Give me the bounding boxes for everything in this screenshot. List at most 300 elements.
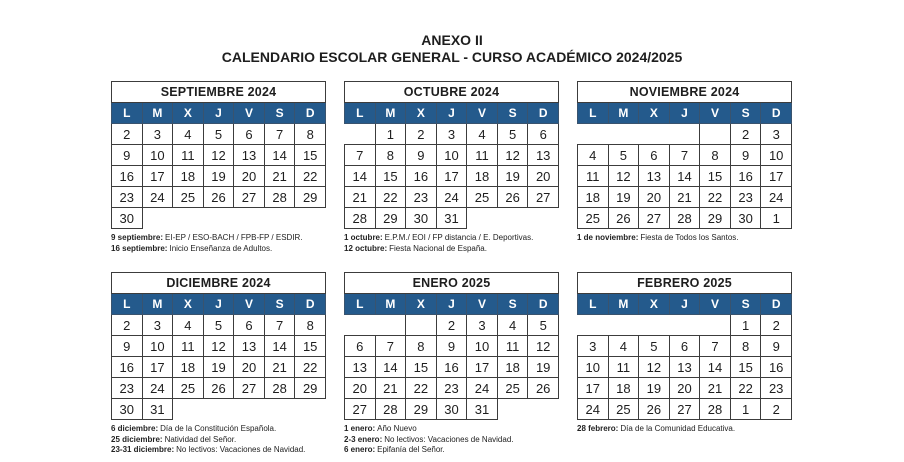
day-cell-empty (608, 124, 639, 145)
day-cell: 30 (112, 208, 143, 229)
day-cell: 2 (761, 399, 792, 420)
day-cell: 4 (173, 315, 204, 336)
day-cell: 1 (406, 315, 437, 336)
day-cell: 1 (730, 399, 761, 420)
day-cell-empty (173, 208, 204, 229)
day-cell: 25 (173, 378, 204, 399)
day-cell: 7 (264, 315, 295, 336)
day-cell: 26 (203, 187, 234, 208)
day-cell: 19 (497, 166, 528, 187)
day-cell: 14 (264, 145, 295, 166)
day-cell: 13 (234, 145, 265, 166)
day-cell: 13 (639, 166, 670, 187)
day-cell: 13 (234, 336, 265, 357)
day-cell: 2 (406, 124, 437, 145)
day-cell: 18 (173, 166, 204, 187)
note-line (111, 244, 326, 254)
note-label: 6 enero: (344, 444, 376, 454)
day-cell: 30 (730, 208, 761, 229)
day-cell-empty (345, 315, 376, 336)
months-grid (111, 81, 793, 455)
day-cell: 2 (730, 124, 761, 145)
day-cell: 14 (345, 166, 376, 187)
day-cell: 18 (608, 378, 639, 399)
day-cell-empty (497, 208, 528, 229)
day-cell-empty (264, 399, 295, 420)
weekday-header-cell: J (436, 103, 467, 124)
month-title: SEPTIEMBRE 2024 (112, 82, 326, 103)
day-cell: 16 (436, 357, 467, 378)
month-block (577, 272, 792, 455)
note-text: Natividad del Señor. (164, 434, 237, 444)
weekday-header-cell: L (112, 103, 143, 124)
day-cell: 24 (142, 378, 173, 399)
day-cell-empty (639, 124, 670, 145)
day-cell: 2 (112, 315, 143, 336)
day-cell: 18 (467, 166, 498, 187)
day-cell: 6 (345, 336, 376, 357)
day-cell: 21 (700, 378, 731, 399)
day-cell: 14 (264, 336, 295, 357)
month-notes (111, 233, 326, 263)
day-cell: 2 (112, 124, 143, 145)
day-cell: 10 (467, 336, 498, 357)
day-cell: 1 (700, 124, 731, 145)
day-cell: 10 (142, 336, 173, 357)
month-title: DICIEMBRE 2024 (112, 273, 326, 294)
month-block (111, 81, 326, 263)
note-text: Epifanía del Señor. (377, 444, 445, 454)
month-table (577, 272, 792, 420)
day-cell: 6 (234, 124, 265, 145)
note-line (344, 435, 559, 445)
month-notes (577, 424, 792, 454)
day-cell: 7 (669, 145, 700, 166)
note-label: 12 octubre: (344, 243, 388, 253)
note-text: No lectivos: Vacaciones de Navidad. (384, 434, 514, 444)
note-line (111, 435, 326, 445)
page-title-line1: ANEXO II (421, 32, 483, 48)
day-cell-empty (295, 208, 326, 229)
day-cell: 28 (264, 187, 295, 208)
note-text: Fiesta de Todos los Santos. (640, 233, 739, 243)
note-label: 9 septiembre: (111, 233, 164, 243)
day-cell: 18 (497, 357, 528, 378)
day-cell: 22 (406, 378, 437, 399)
month-table (111, 81, 326, 229)
note-line (344, 445, 559, 455)
day-cell: 22 (730, 378, 761, 399)
note-text: Inicio Enseñanza de Adultos. (169, 243, 273, 253)
note-label: 25 diciembre: (111, 434, 163, 444)
weekday-header-cell: S (497, 294, 528, 315)
weekday-header-cell: J (203, 103, 234, 124)
day-cell: 11 (497, 336, 528, 357)
month-table (111, 272, 326, 420)
note-line (344, 233, 559, 243)
month-block (577, 81, 792, 263)
day-cell: 9 (112, 336, 143, 357)
weekday-header-cell: S (264, 294, 295, 315)
day-cell: 7 (375, 336, 406, 357)
day-cell: 23 (436, 378, 467, 399)
weekday-header-cell: X (173, 103, 204, 124)
day-cell: 3 (761, 124, 792, 145)
day-cell-empty (669, 315, 700, 336)
day-cell: 19 (608, 187, 639, 208)
month-table (344, 81, 559, 229)
day-cell: 5 (203, 124, 234, 145)
weekday-header-cell: S (730, 294, 761, 315)
weekday-header-cell: D (295, 103, 326, 124)
weekday-header-cell: S (264, 103, 295, 124)
day-cell-empty (173, 399, 204, 420)
note-text: Año Nuevo (377, 424, 417, 434)
day-cell-empty (700, 315, 731, 336)
day-cell-empty (345, 124, 376, 145)
day-cell: 15 (406, 357, 437, 378)
note-line (111, 233, 326, 243)
day-cell: 17 (578, 378, 609, 399)
day-cell-empty (669, 124, 700, 145)
day-cell: 5 (639, 336, 670, 357)
note-label: 1 de noviembre: (577, 233, 639, 243)
day-cell-empty (639, 315, 670, 336)
day-cell: 18 (173, 357, 204, 378)
day-cell: 24 (467, 378, 498, 399)
day-cell: 27 (639, 208, 670, 229)
day-cell: 1 (761, 208, 792, 229)
day-cell: 15 (375, 166, 406, 187)
day-cell: 15 (730, 357, 761, 378)
day-cell: 29 (406, 399, 437, 420)
day-cell: 23 (406, 187, 437, 208)
weekday-header-cell: X (406, 294, 437, 315)
month-notes (344, 424, 559, 455)
day-cell: 26 (203, 378, 234, 399)
weekday-header-cell: D (295, 294, 326, 315)
note-text: Día de la Comunidad Educativa. (620, 424, 736, 434)
day-cell: 15 (700, 166, 731, 187)
weekday-header-cell: D (761, 294, 792, 315)
day-cell: 21 (264, 357, 295, 378)
day-cell-empty (142, 208, 173, 229)
day-cell: 31 (467, 399, 498, 420)
day-cell: 16 (406, 166, 437, 187)
day-cell: 13 (345, 357, 376, 378)
day-cell: 16 (112, 357, 143, 378)
day-cell: 28 (700, 399, 731, 420)
day-cell: 16 (761, 357, 792, 378)
note-text: Día de la Constitución Española. (160, 424, 277, 434)
weekday-header-cell: D (528, 294, 559, 315)
day-cell: 13 (669, 357, 700, 378)
day-cell: 7 (264, 124, 295, 145)
note-line (344, 244, 559, 254)
day-cell-empty (528, 208, 559, 229)
day-cell: 11 (608, 357, 639, 378)
weekday-header-cell: V (467, 103, 498, 124)
day-cell: 3 (467, 315, 498, 336)
day-cell: 25 (578, 208, 609, 229)
day-cell: 20 (234, 166, 265, 187)
day-cell: 12 (639, 357, 670, 378)
day-cell: 19 (203, 357, 234, 378)
day-cell: 23 (730, 187, 761, 208)
day-cell-empty (528, 399, 559, 420)
day-cell: 19 (203, 166, 234, 187)
day-cell: 12 (203, 145, 234, 166)
day-cell: 8 (730, 336, 761, 357)
day-cell: 4 (497, 315, 528, 336)
note-label: 1 enero: (344, 424, 376, 434)
day-cell: 16 (730, 166, 761, 187)
note-label: 1 octubre: (344, 233, 383, 243)
day-cell: 20 (669, 378, 700, 399)
day-cell-empty (467, 208, 498, 229)
note-text: No lectivos: Vacaciones de Navidad. (176, 444, 306, 454)
note-line (344, 424, 559, 434)
day-cell: 22 (375, 187, 406, 208)
note-line (577, 424, 792, 434)
day-cell: 17 (142, 166, 173, 187)
day-cell-empty (375, 315, 406, 336)
day-cell: 14 (375, 357, 406, 378)
day-cell: 4 (578, 145, 609, 166)
note-text: EI-EP / ESO-BACH / FPB-FP / ESDIR. (165, 233, 303, 243)
note-label: 6 diciembre: (111, 424, 159, 434)
day-cell: 20 (345, 378, 376, 399)
note-text: Fiesta Nacional de España. (389, 243, 487, 253)
day-cell: 24 (142, 187, 173, 208)
weekday-header-cell: V (700, 294, 731, 315)
weekday-header-cell: L (578, 103, 609, 124)
weekday-header-cell: L (112, 294, 143, 315)
day-cell: 12 (203, 336, 234, 357)
month-block (344, 81, 559, 263)
day-cell: 13 (528, 145, 559, 166)
day-cell: 11 (173, 145, 204, 166)
day-cell: 19 (639, 378, 670, 399)
note-line (577, 233, 792, 243)
month-table (577, 81, 792, 229)
weekday-header-cell: M (608, 294, 639, 315)
weekday-header-cell: D (528, 103, 559, 124)
day-cell: 27 (234, 378, 265, 399)
month-notes (111, 424, 326, 455)
day-cell: 8 (375, 145, 406, 166)
weekday-header-cell: X (173, 294, 204, 315)
month-block (344, 272, 559, 455)
day-cell: 3 (436, 124, 467, 145)
day-cell: 29 (295, 378, 326, 399)
day-cell: 9 (761, 336, 792, 357)
weekday-header-cell: M (375, 103, 406, 124)
day-cell: 22 (700, 187, 731, 208)
day-cell: 11 (578, 166, 609, 187)
day-cell: 25 (608, 399, 639, 420)
day-cell: 3 (142, 124, 173, 145)
day-cell-empty (234, 208, 265, 229)
day-cell-empty (203, 208, 234, 229)
day-cell: 12 (608, 166, 639, 187)
month-block (111, 272, 326, 455)
day-cell: 23 (112, 378, 143, 399)
weekday-header-cell: S (730, 103, 761, 124)
month-notes (577, 233, 792, 263)
weekday-header-cell: S (497, 103, 528, 124)
day-cell: 27 (669, 399, 700, 420)
weekday-header-cell: L (345, 294, 376, 315)
day-cell: 25 (467, 187, 498, 208)
day-cell-empty (234, 399, 265, 420)
day-cell: 29 (700, 208, 731, 229)
day-cell: 6 (669, 336, 700, 357)
weekday-header-cell: L (578, 294, 609, 315)
day-cell: 14 (700, 357, 731, 378)
day-cell: 20 (234, 357, 265, 378)
day-cell: 16 (112, 166, 143, 187)
day-cell: 30 (436, 399, 467, 420)
day-cell: 26 (528, 378, 559, 399)
day-cell: 9 (112, 145, 143, 166)
day-cell: 14 (669, 166, 700, 187)
weekday-header-cell: X (639, 294, 670, 315)
note-label: 28 febrero: (577, 424, 619, 434)
page-title-line2: CALENDARIO ESCOLAR GENERAL - CURSO ACADÉMICO 2024/2025 (221, 49, 683, 66)
note-line (111, 445, 326, 455)
day-cell: 6 (639, 145, 670, 166)
day-cell: 27 (345, 399, 376, 420)
day-cell: 25 (173, 187, 204, 208)
day-cell: 28 (669, 208, 700, 229)
day-cell: 3 (578, 336, 609, 357)
note-line (111, 424, 326, 434)
day-cell-empty (264, 208, 295, 229)
weekday-header-cell: J (203, 294, 234, 315)
weekday-header-cell: M (608, 103, 639, 124)
day-cell: 24 (436, 187, 467, 208)
day-cell: 7 (700, 336, 731, 357)
day-cell: 21 (669, 187, 700, 208)
day-cell: 1 (730, 315, 761, 336)
day-cell: 8 (295, 315, 326, 336)
day-cell: 20 (639, 187, 670, 208)
weekday-header-cell: M (142, 103, 173, 124)
day-cell: 3 (142, 315, 173, 336)
day-cell: 10 (578, 357, 609, 378)
weekday-header-cell: V (467, 294, 498, 315)
day-cell: 8 (295, 124, 326, 145)
day-cell: 5 (497, 124, 528, 145)
day-cell: 15 (295, 145, 326, 166)
day-cell: 4 (467, 124, 498, 145)
day-cell: 23 (761, 378, 792, 399)
day-cell: 29 (375, 208, 406, 229)
day-cell: 19 (528, 357, 559, 378)
weekday-header-cell: J (669, 103, 700, 124)
page-title (0, 0, 904, 66)
month-title: ENERO 2025 (345, 273, 559, 294)
day-cell: 1 (375, 124, 406, 145)
day-cell: 5 (203, 315, 234, 336)
month-table (344, 272, 559, 420)
day-cell: 6 (528, 124, 559, 145)
day-cell: 21 (375, 378, 406, 399)
day-cell-empty (578, 124, 609, 145)
day-cell: 4 (608, 336, 639, 357)
day-cell: 4 (173, 124, 204, 145)
day-cell: 26 (497, 187, 528, 208)
day-cell: 12 (528, 336, 559, 357)
day-cell: 17 (436, 166, 467, 187)
day-cell: 29 (295, 187, 326, 208)
day-cell: 24 (578, 399, 609, 420)
day-cell: 9 (436, 336, 467, 357)
weekday-header-cell: V (700, 103, 731, 124)
day-cell: 27 (234, 187, 265, 208)
day-cell: 2 (761, 315, 792, 336)
weekday-header-cell: M (142, 294, 173, 315)
weekday-header-cell: J (669, 294, 700, 315)
note-text: E.P.M./ EOI / FP distancia / E. Deportivas. (384, 233, 534, 243)
month-notes (344, 233, 559, 263)
day-cell: 28 (345, 208, 376, 229)
day-cell: 20 (528, 166, 559, 187)
day-cell: 5 (608, 145, 639, 166)
day-cell: 24 (761, 187, 792, 208)
month-title: NOVIEMBRE 2024 (578, 82, 792, 103)
day-cell: 23 (112, 187, 143, 208)
day-cell: 9 (730, 145, 761, 166)
weekday-header-cell: V (234, 294, 265, 315)
day-cell: 10 (761, 145, 792, 166)
day-cell: 27 (528, 187, 559, 208)
day-cell: 21 (264, 166, 295, 187)
day-cell: 17 (467, 357, 498, 378)
day-cell: 10 (436, 145, 467, 166)
day-cell: 11 (467, 145, 498, 166)
day-cell: 11 (173, 336, 204, 357)
month-title: FEBRERO 2025 (578, 273, 792, 294)
note-label: 16 septiembre: (111, 243, 168, 253)
note-label: 2-3 enero: (344, 434, 383, 444)
day-cell-empty (203, 399, 234, 420)
weekday-header-cell: L (345, 103, 376, 124)
day-cell: 5 (528, 315, 559, 336)
day-cell: 31 (142, 399, 173, 420)
day-cell-empty (497, 399, 528, 420)
day-cell: 8 (406, 336, 437, 357)
day-cell: 28 (375, 399, 406, 420)
note-label: 23-31 diciembre: (111, 444, 175, 454)
weekday-header-cell: X (406, 103, 437, 124)
day-cell: 31 (436, 208, 467, 229)
day-cell: 21 (345, 187, 376, 208)
day-cell-empty (295, 399, 326, 420)
day-cell: 18 (578, 187, 609, 208)
weekday-header-cell: D (761, 103, 792, 124)
day-cell: 6 (234, 315, 265, 336)
weekday-header-cell: J (436, 294, 467, 315)
day-cell: 22 (295, 357, 326, 378)
month-title: OCTUBRE 2024 (345, 82, 559, 103)
day-cell: 30 (406, 208, 437, 229)
day-cell: 7 (345, 145, 376, 166)
day-cell: 2 (436, 315, 467, 336)
weekday-header-cell: X (639, 103, 670, 124)
day-cell: 17 (142, 357, 173, 378)
